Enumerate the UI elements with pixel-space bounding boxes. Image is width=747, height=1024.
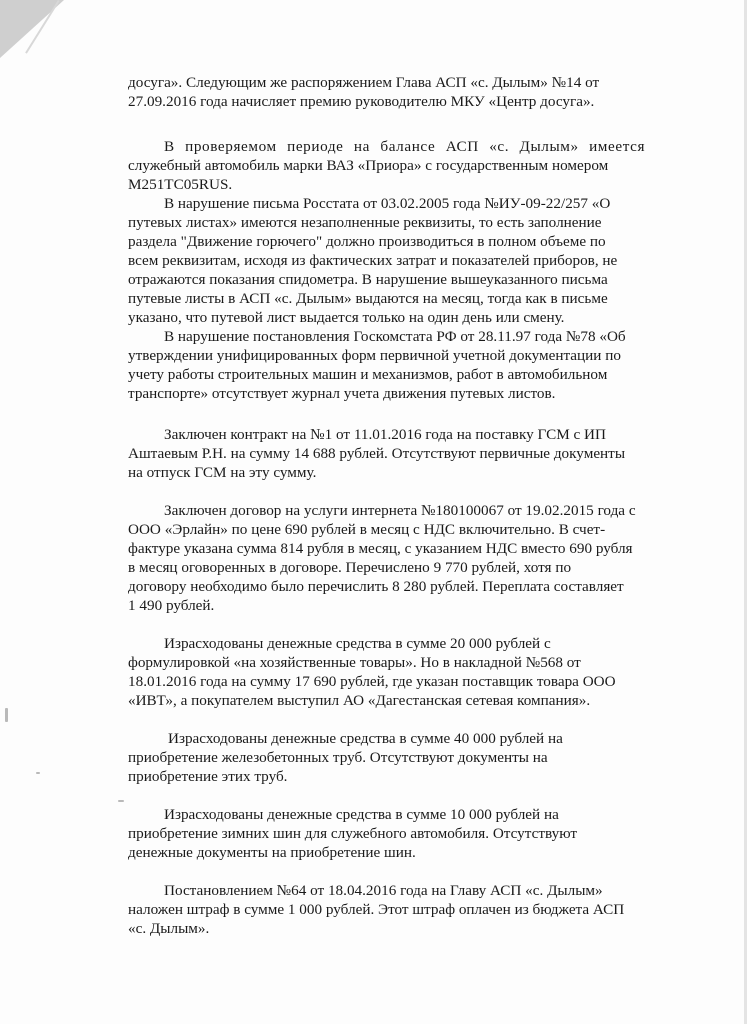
text-line: приобретение железобетонных труб. Отсутствуют документы на xyxy=(128,749,548,766)
text-line: указано, что путевой лист выдается только на один день или смену. xyxy=(128,309,565,326)
text-line: В нарушение постановления Госкомстата РФ от 28.11.97 года №78 «Об xyxy=(164,328,626,345)
text-line: М251ТС05RUS. xyxy=(128,176,233,193)
paragraph xyxy=(128,73,700,111)
text-line: договору необходимо было перечислить 8 280 рублей. Переплата составляет xyxy=(128,578,624,595)
text-line: В проверяемом периоде на балансе АСП «с. Дылым» имеется xyxy=(164,138,646,155)
text-line: ООО «Эрлайн» по цене 690 рублей в месяц с НДС включительно. В счет- xyxy=(128,521,606,538)
text-line: Израсходованы денежные средства в сумме 40 000 рублей на xyxy=(168,730,563,747)
paragraph xyxy=(128,805,700,862)
paragraph xyxy=(128,501,700,615)
text-line: 1 490 рублей. xyxy=(128,597,215,614)
document-body xyxy=(128,73,700,938)
text-line: на отпуск ГСМ на эту сумму. xyxy=(128,464,317,481)
scan-speck xyxy=(118,800,124,802)
text-line: «с. Дылым». xyxy=(128,920,210,937)
paragraph xyxy=(128,729,700,786)
text-line: Израсходованы денежные средства в сумме 20 000 рублей с xyxy=(164,635,551,652)
paragraph xyxy=(128,425,700,482)
paragraph xyxy=(128,137,700,194)
paragraph xyxy=(128,327,700,403)
text-line: Аштаевым Р.Н. на сумму 14 688 рублей. Отсутствуют первичные документы xyxy=(128,445,626,462)
text-line: «ИВТ», а покупателем выступил АО «Дагестанская сетевая компания». xyxy=(128,692,591,709)
text-line: Израсходованы денежные средства в сумме 10 000 рублей на xyxy=(164,806,559,823)
text-line: 18.01.2016 года на сумму 17 690 рублей, где указан поставщик товара ООО xyxy=(128,673,616,690)
paragraph xyxy=(128,194,700,327)
paragraph xyxy=(128,634,700,710)
text-line: в месяц оговоренных в договоре. Перечислено 9 770 рублей, хотя по xyxy=(128,559,572,576)
text-line: отражаются показания спидометра. В нарушение вышеуказанного письма xyxy=(128,271,608,288)
text-line: учету работы строительных машин и механизмов, работ в автомобильном xyxy=(128,366,608,383)
text-line: досуга». Следующим же распоряжением Глава АСП «с. Дылым» №14 от xyxy=(128,74,600,91)
text-line: всем реквизитам, исходя из фактических затрат и показателей приборов, не xyxy=(128,252,618,269)
text-line: Заключен договор на услуги интернета №180100067 от 19.02.2015 года с xyxy=(164,502,636,519)
text-line: денежные документы на приобретение шин. xyxy=(128,844,416,861)
text-line: раздела "Движение горючего" должно производиться в полном объеме по xyxy=(128,233,606,250)
text-line: путевых листах» имеются незаполненные реквизиты, то есть заполнение xyxy=(128,214,602,231)
text-line: Заключен контракт на №1 от 11.01.2016 года на поставку ГСМ с ИП xyxy=(164,426,606,443)
text-line: транспорте» отсутствует журнал учета движения путевых листов. xyxy=(128,385,556,402)
text-line: 27.09.2016 года начисляет премию руководителю МКУ «Центр досуга». xyxy=(128,93,595,110)
text-line: формулировкой «на хозяйственные товары». Но в накладной №568 от xyxy=(128,654,581,671)
scan-speck xyxy=(5,708,8,722)
text-line: утверждении унифицированных форм первичной учетной документации по xyxy=(128,347,621,364)
text-line: В нарушение письма Росстата от 03.02.2005 года №ИУ-09-22/257 «О xyxy=(164,195,611,212)
text-line: приобретение этих труб. xyxy=(128,768,288,785)
text-line: приобретение зимних шин для служебного автомобиля. Отсутствуют xyxy=(128,825,577,842)
text-line: фактуре указана сумма 814 рубля в месяц, с указанием НДС вместо 690 рубля xyxy=(128,540,633,557)
paragraph xyxy=(128,881,700,938)
text-line: наложен штраф в сумме 1 000 рублей. Этот штраф оплачен из бюджета АСП xyxy=(128,901,625,918)
text-line: Постановлением №64 от 18.04.2016 года на Главу АСП «с. Дылым» xyxy=(164,882,603,899)
text-line: служебный автомобиль марки ВАЗ «Приора» с государственным номером xyxy=(128,157,609,174)
scan-speck xyxy=(36,772,40,774)
text-line: путевые листы в АСП «с. Дылым» выдаются на месяц, тогда как в письме xyxy=(128,290,608,307)
